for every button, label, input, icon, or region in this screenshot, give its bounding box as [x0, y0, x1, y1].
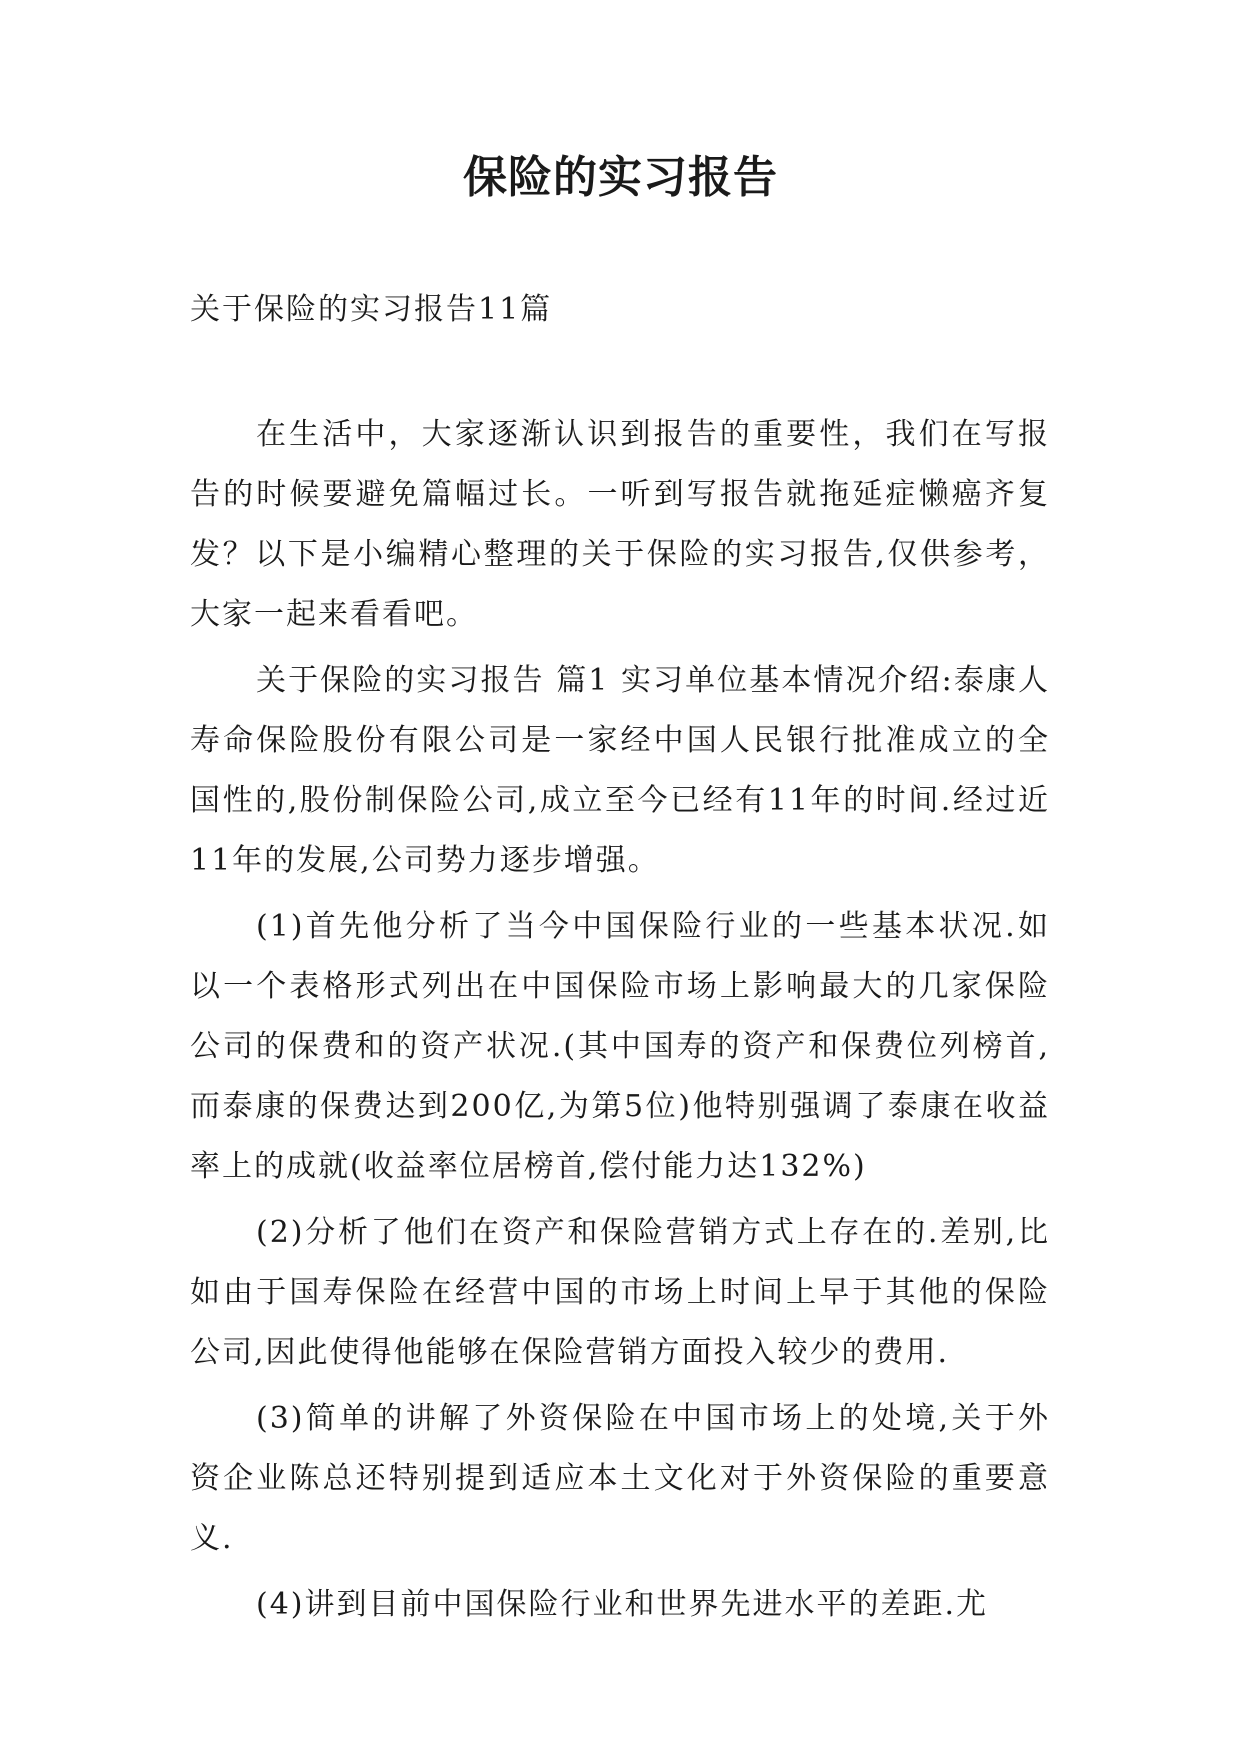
paragraph-point-4: (4)讲到目前中国保险行业和世界先进水平的差距.尤 [256, 1587, 989, 1622]
paragraph-article-1: 关于保险的实习报告 篇1 实习单位基本情况介绍:泰康人寿命保险股份有限公司是一家经中国人民银行批准成立的全国性的,股份制保险公司,成立至今已经有11年的时间.经过近11年的发展,公司势力逐步增强。 [190, 663, 1050, 878]
document-subtitle: 关于保险的实习报告11篇 [190, 292, 553, 327]
document-body [190, 405, 1050, 1641]
paragraph-point-1: (1)首先他分析了当今中国保险行业的一些基本状况.如以一个表格形式列出在中国保险市场上影响最大的几家保险公司的保费和的资产状况.(其中国寿的资产和保费位列榜首,而泰康的保费达到200亿,为第5位)他特别强调了泰康在收益率上的成就(收益率位居榜首,偿付能力达132%) [190, 909, 1050, 1184]
paragraph-point-2: (2)分析了他们在资产和保险营销方式上存在的.差别,比如由于国寿保险在经营中国的市场上时间上早于其他的保险公司,因此使得他能够在保险营销方面投入较少的费用. [190, 1215, 1050, 1370]
paragraph-intro: 在生活中，大家逐渐认识到报告的重要性，我们在写报告的时候要避免篇幅过长。一听到写报告就拖延症懒癌齐复发？以下是小编精心整理的关于保险的实习报告,仅供参考，大家一起来看看吧。 [190, 417, 1050, 632]
paragraph-point-3: (3)简单的讲解了外资保险在中国市场上的处境,关于外资企业陈总还特别提到适应本土文化对于外资保险的重要意义. [190, 1401, 1050, 1556]
document-title: 保险的实习报告 [463, 152, 778, 203]
